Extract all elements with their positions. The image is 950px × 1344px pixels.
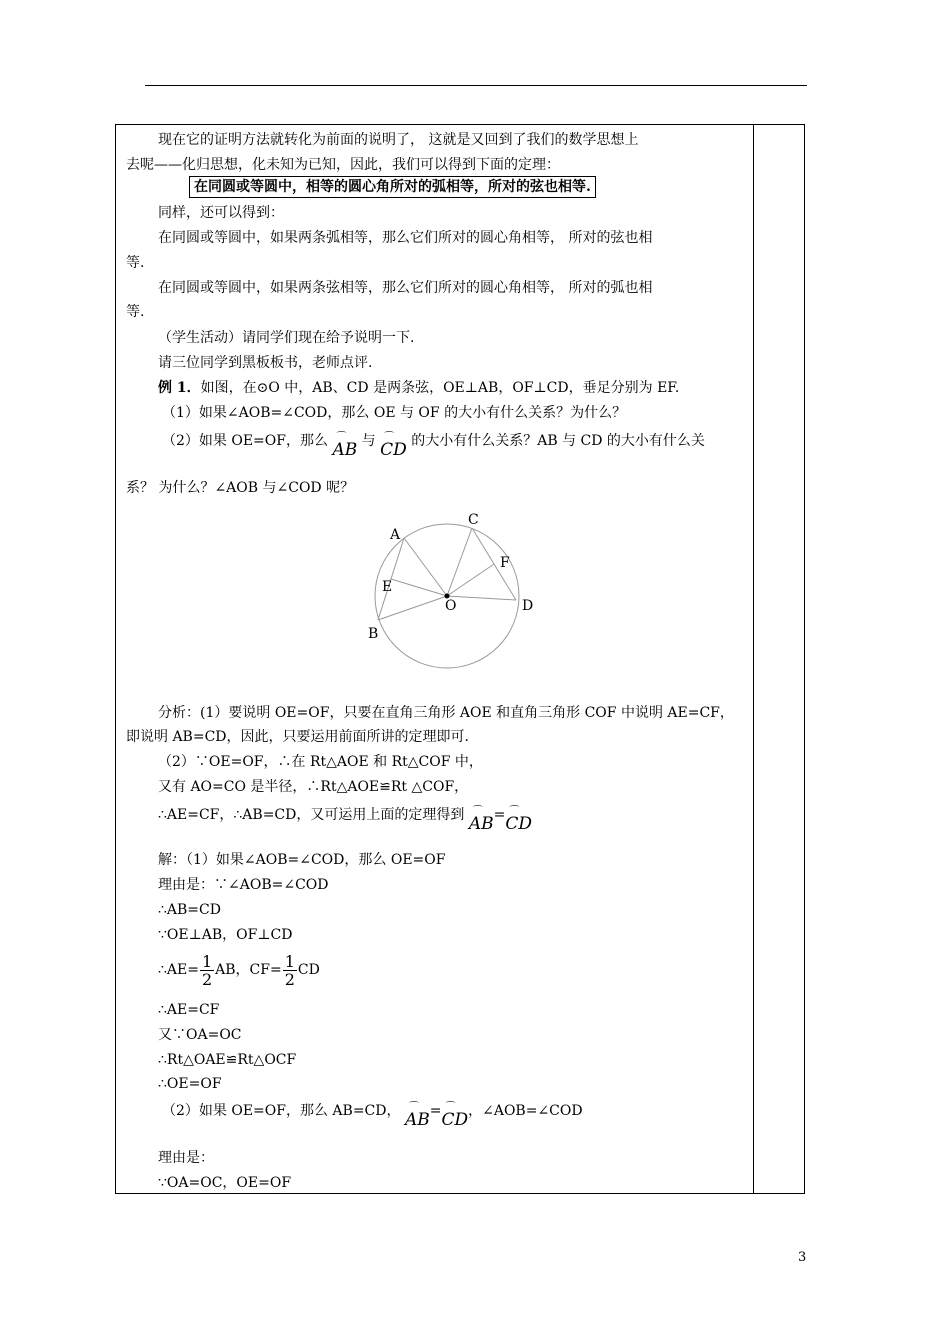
segment-od <box>447 596 516 600</box>
text-line: ∵OA=OC，OE=OF <box>158 1175 292 1191</box>
example-text: 如图，在⊙O 中，AB、CD 是两条弦，OE⊥AB，OF⊥CD，垂足分别为 EF. <box>200 380 680 396</box>
arc-cd: ⌒ CD <box>441 1102 469 1130</box>
arc-ab: ⌒ AB <box>404 1102 430 1130</box>
text-line: ∴AB=CD <box>158 902 221 918</box>
arc-cd: ⌒ CD <box>380 432 407 460</box>
solution-2-line: （2）如果 OE=OF，那么 AB=CD， ⌒ AB= ⌒ CD，∠AOB=∠COD <box>162 1102 583 1130</box>
q2-prefix: （2）如果 OE=OF，那么 <box>162 433 328 449</box>
arc-cd: ⌒ CD <box>505 806 532 834</box>
analysis-arc-line: ∴AE=CF，∴AB=CD，又可运用上面的定理得到 ⌒ AB= ⌒ CD <box>158 806 532 834</box>
label-a: A <box>390 527 401 543</box>
example-line <box>126 378 746 398</box>
text-line: 等. <box>126 255 145 271</box>
q2-suffix: 的大小有什么关系？AB 与 CD 的大小有什么关 <box>411 433 705 449</box>
text-line: 分析：(1）要说明 OE=OF，只要在直角三角形 AOE 和直角三角形 COF 中说明 AE=CF， <box>158 705 734 721</box>
text-line: （学生活动）请同学们现在给予说明一下. <box>158 330 415 346</box>
text-line: 现在它的证明方法就转化为前面的说明了， 这就是又回到了我们的数学思想上 <box>158 132 639 148</box>
text-line: 又有 AO=CO 是半径，∴Rt△AOE≌Rt △COF， <box>158 779 469 795</box>
label-b: B <box>368 626 379 642</box>
text-line: 去呢——化归思想，化未知为已知，因此，我们可以得到下面的定理： <box>126 157 560 173</box>
text-line: 理由是：∵∠AOB=∠COD <box>158 877 329 893</box>
example-label: 例 1． <box>158 380 201 396</box>
q2-and: 与 <box>361 433 376 449</box>
text-line: 在同圆或等圆中，如果两条弦相等，那么它们所对的圆心角相等， 所对的弧也相 <box>158 280 653 296</box>
text-line: 解：（1）如果∠AOB=∠COD，那么 OE=OF <box>158 852 446 868</box>
text-line: 等. <box>126 304 145 320</box>
theorem-box: 在同圆或等圆中，相等的圆心角所对的弧相等，所对的弦也相等. <box>189 176 596 198</box>
text-line: （1）如果∠AOB=∠COD，那么 OE 与 OF 的大小有什么关系？为什么？ <box>162 405 627 421</box>
text-line: 即说明 AB=CD，因此，只要运用前面所讲的定理即可. <box>126 729 469 745</box>
text-line: 在同圆或等圆中，如果两条弧相等，那么它们所对的圆心角相等， 所对的弦也相 <box>158 230 653 246</box>
arc-ab: ⌒ AB <box>468 806 494 834</box>
fraction-line: ∴AE= $\frac{1}{2}$ AB，CF= $\frac{1}{2}$ CD <box>158 951 320 989</box>
segment-ob <box>378 596 447 620</box>
segment-oe <box>391 579 447 596</box>
arc-ab: ⌒ AB <box>332 432 358 460</box>
segment-of <box>447 564 494 596</box>
segment-oa <box>404 538 447 596</box>
text-line: 请三位同学到黑板板书，老师点评. <box>158 355 373 371</box>
fraction-half: $\frac{1}{2}$ <box>201 951 213 989</box>
page-number: 3 <box>798 1250 807 1265</box>
label-d: D <box>522 598 534 614</box>
label-c: C <box>468 512 479 528</box>
text-line: 又∵OA=OC <box>158 1027 242 1043</box>
header-rule <box>145 85 807 86</box>
text-line: 同样，还可以得到： <box>158 205 284 221</box>
question-2-line <box>126 430 746 460</box>
text-line: （2）∵OE=OF，∴在 Rt△AOE 和 Rt△COF 中， <box>158 754 483 770</box>
label-o: O <box>445 598 457 614</box>
table-column-divider <box>753 124 754 1194</box>
label-f: F <box>500 555 510 571</box>
text-line: 理由是： <box>158 1150 214 1166</box>
label-e: E <box>382 579 393 595</box>
text-line: ∴OE=OF <box>158 1076 222 1092</box>
text-line: ∴Rt△OAE≌Rt△OCF <box>158 1052 297 1068</box>
fraction-half: $\frac{1}{2}$ <box>284 951 295 989</box>
circle-diagram <box>350 508 540 678</box>
text-line: ∵OE⊥AB，OF⊥CD <box>158 927 293 943</box>
text-line: 系？ 为什么？∠AOB 与∠COD 呢？ <box>126 480 355 496</box>
segment-oc <box>447 528 472 596</box>
text-line: ∴AE=CF <box>158 1002 220 1018</box>
